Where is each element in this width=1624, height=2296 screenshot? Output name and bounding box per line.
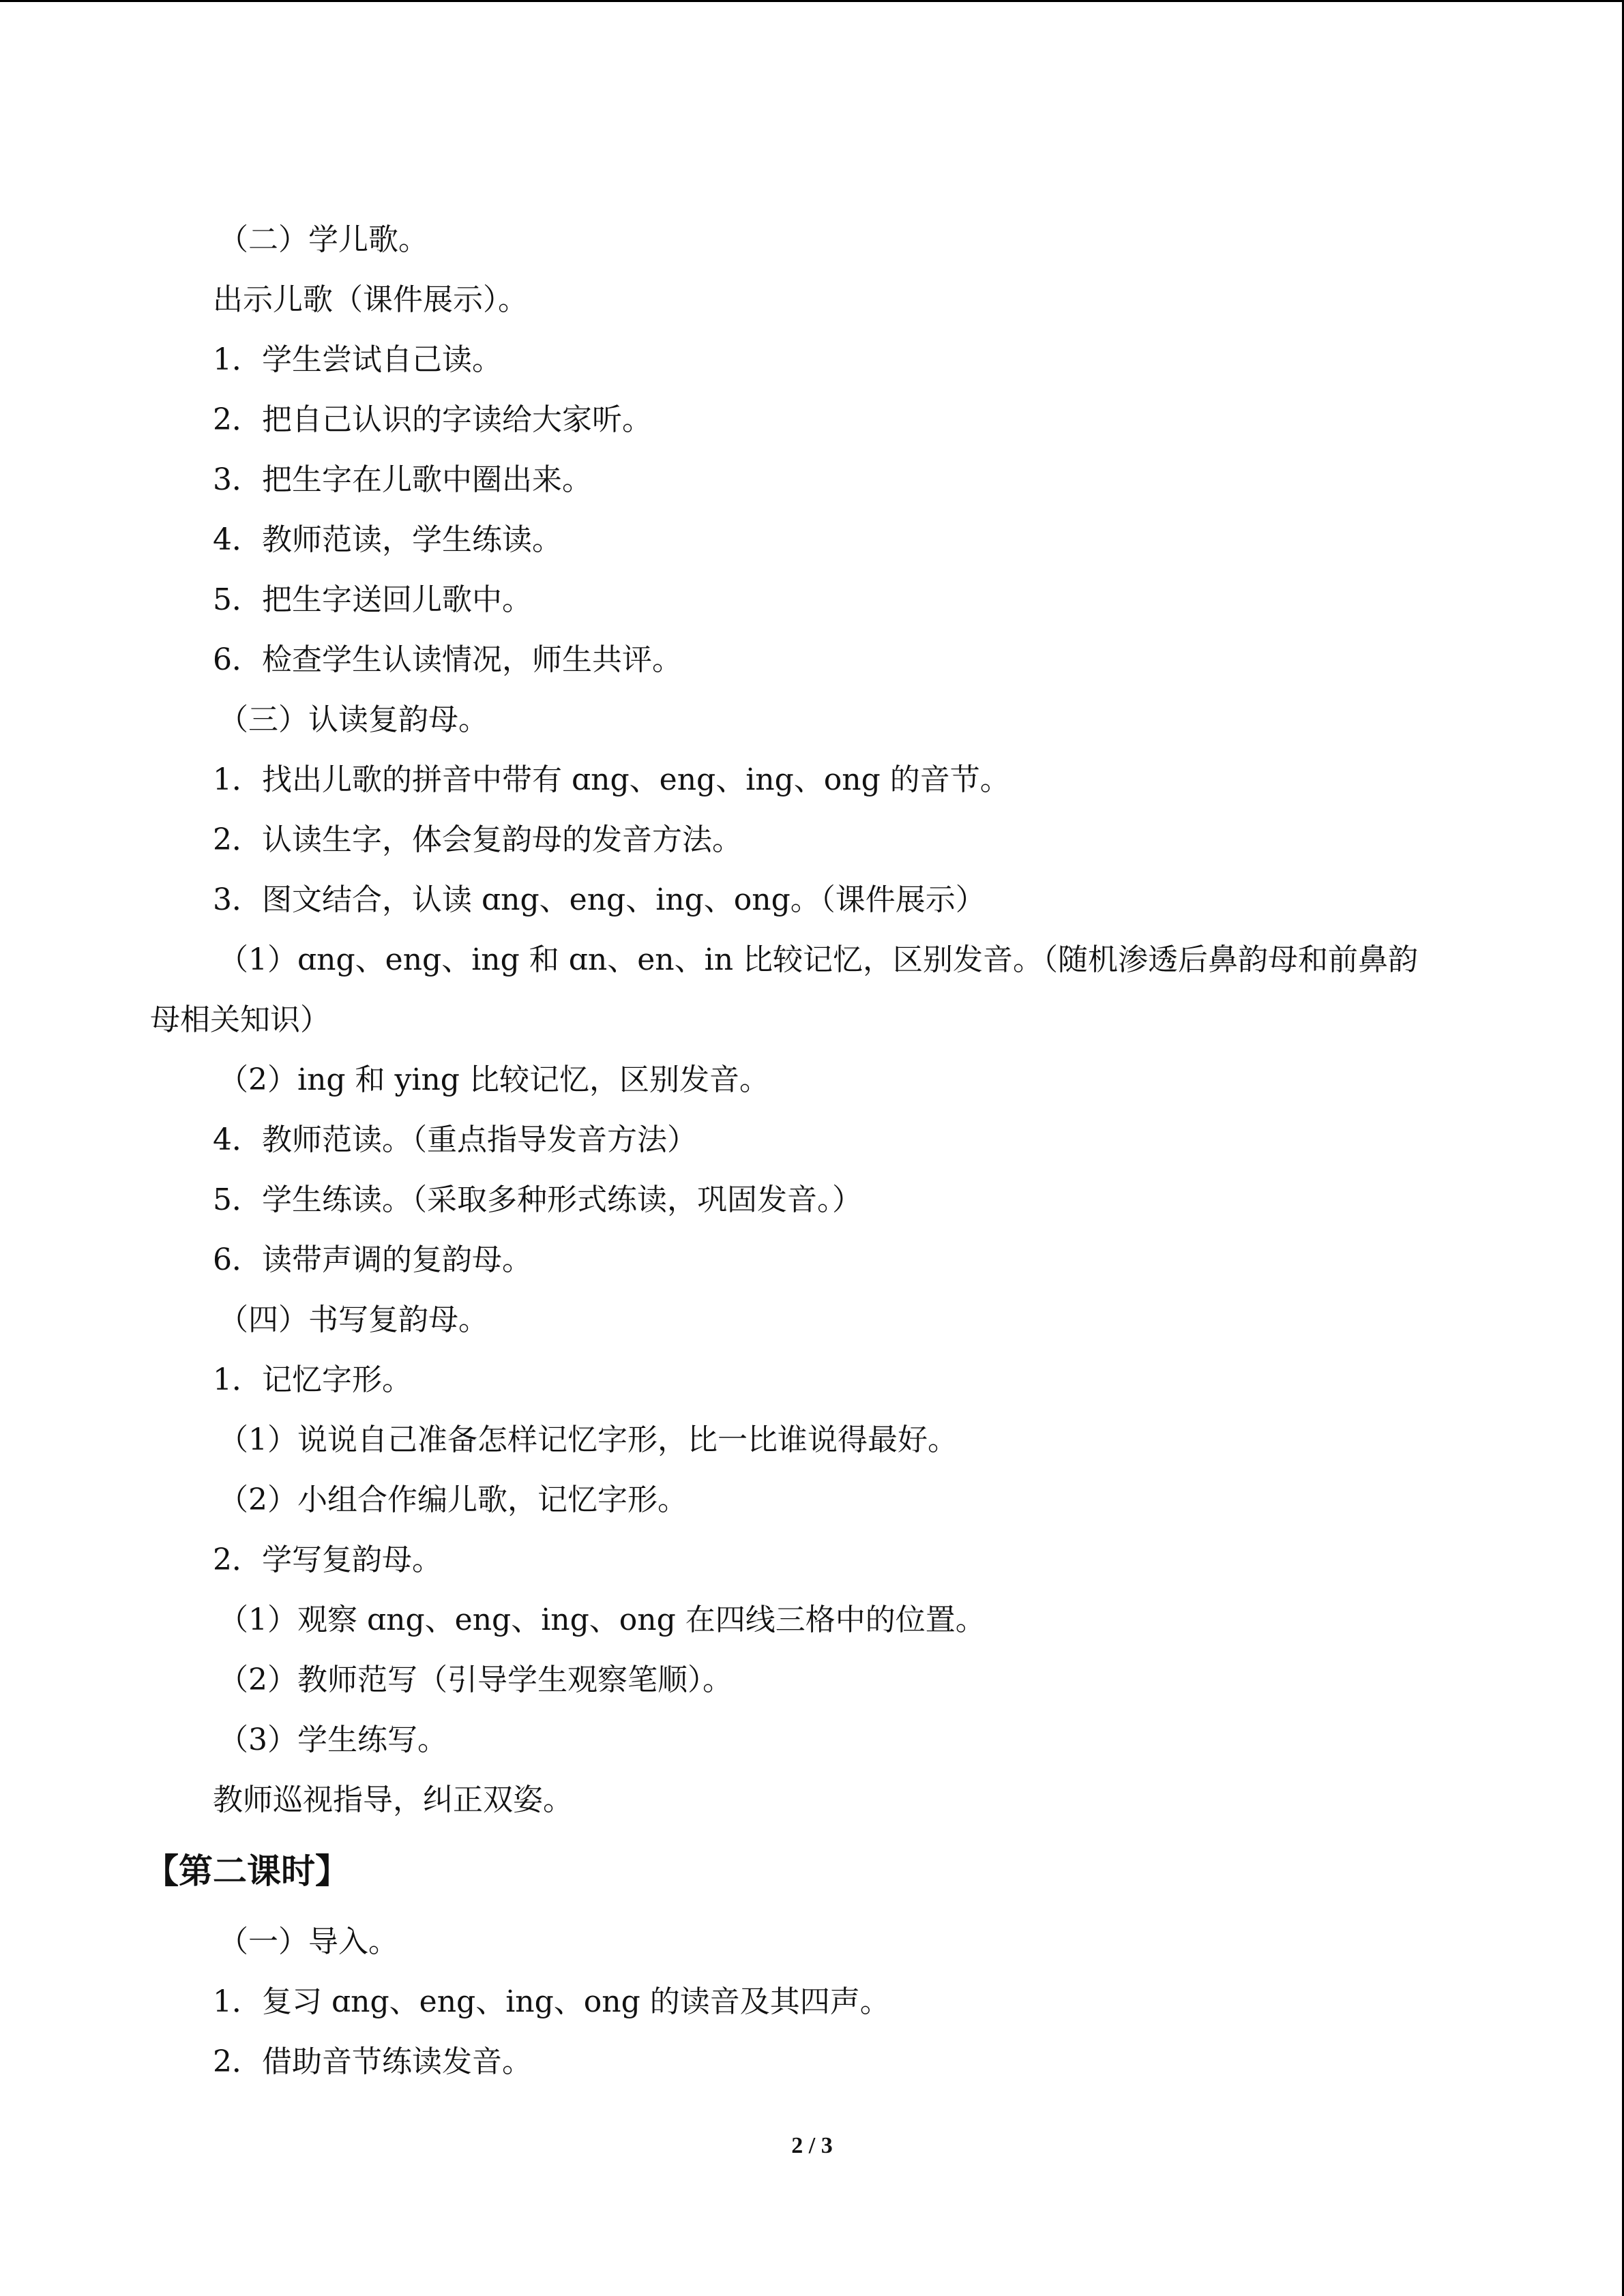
text-line: 1．找出儿歌的拼音中带有 ɑng、eng、ing、ong 的音节。 [213, 762, 1010, 797]
text-line: （1）说说自己准备怎样记忆字形，比一比谁说得最好。 [218, 1422, 958, 1457]
text-line: 1．记忆字形。 [213, 1362, 412, 1397]
text-line: （2）小组合作编儿歌，记忆字形。 [218, 1482, 688, 1517]
text-line: 6．读带声调的复韵母。 [213, 1242, 532, 1277]
text-line: 1．学生尝试自己读。 [213, 342, 502, 377]
text-line: 4．教师范读，学生练读。 [213, 522, 562, 557]
text-line: 4．教师范读。（重点指导发音方法） [213, 1122, 697, 1157]
text-line: （四）书写复韵母。 [218, 1302, 488, 1337]
text-line: 5．把生字送回儿歌中。 [213, 582, 532, 617]
text-line: （2）教师范写（引导学生观察笔顺）。 [218, 1663, 733, 1697]
text-line: 3．把生字在儿歌中圈出来。 [213, 462, 592, 497]
lesson-steps-block [150, 210, 1480, 1830]
text-line: 母相关知识） [150, 1002, 330, 1037]
text-line: 5．学生练读。（采取多种形式练读，巩固发音。） [213, 1182, 862, 1217]
text-line: 出示儿歌（课件展示）。 [213, 282, 528, 317]
page-content [145, 210, 1480, 2092]
text-line: 教师巡视指导，纠正双姿。 [213, 1783, 573, 1817]
lesson-steps-block-2 [150, 1912, 1480, 2092]
text-line: 3．图文结合，认读 ɑng、eng、ing、ong。（课件展示） [213, 882, 986, 917]
text-line: （1）观察 ɑng、eng、ing、ong 在四线三格中的位置。 [218, 1602, 986, 1637]
page-number: 2 / 3 [791, 2133, 833, 2158]
section-heading: 【第二课时】 [145, 1851, 349, 1891]
text-line: 2．学写复韵母。 [213, 1542, 442, 1577]
text-line: （2）ing 和 ying 比较记忆，区别发音。 [218, 1062, 769, 1097]
text-line: （一）导入。 [218, 1924, 398, 1959]
text-line: （三）认读复韵母。 [218, 702, 488, 737]
text-line: 2．认读生字，体会复韵母的发音方法。 [213, 822, 742, 857]
text-line: （二）学儿歌。 [218, 222, 428, 257]
text-line: 2．把自己认识的字读给大家听。 [213, 402, 652, 437]
text-line: （1）ɑng、eng、ing 和 ɑn、en、in 比较记忆，区别发音。（随机渗透后鼻韵母和前鼻韵 [218, 942, 1419, 977]
text-line: 2．借助音节练读发音。 [213, 2044, 532, 2079]
text-line: （3）学生练写。 [218, 1723, 447, 1757]
text-line: 6．检查学生认读情况，师生共评。 [213, 642, 682, 677]
text-line: 1．复习 ɑng、eng、ing、ong 的读音及其四声。 [213, 1984, 890, 2019]
